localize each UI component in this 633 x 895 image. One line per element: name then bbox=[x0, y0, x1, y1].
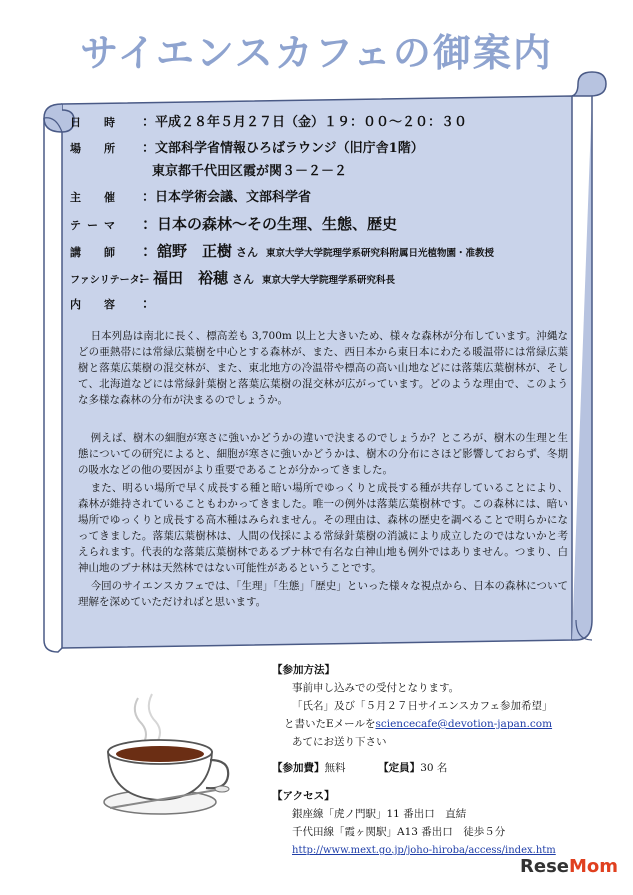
date-value: ：平成２８年５月２７日（金）１９：００～２０：３０ bbox=[142, 115, 468, 130]
page-title: サイエンスカフェの御案内 bbox=[80, 31, 553, 75]
paragraph-2: 例えば、樹木の細胞が寒さに強いかどうかの違いで決まるのでしょうか？ところが、樹木の生理と生態についての研究によると、細胞が寒さに強いかどうかは、樹木の分布にさほど影響しておらず、冬期の吸水などの他の要因がより重要であることが分かってきました。 bbox=[78, 432, 568, 476]
place-address: 東京都千代田区霞が関３－２－２ bbox=[152, 164, 348, 179]
access-line1: 銀座線「虎ノ門駅」11 番出口 直結 bbox=[292, 808, 467, 820]
capacity-label: 【定員】 bbox=[378, 762, 421, 774]
theme-label: テーマ bbox=[70, 219, 121, 232]
facilitator-row bbox=[70, 270, 395, 289]
paragraph-3: また、明るい場所で早く成長する種と暗い場所でゆっくりと成長する種が共存していることにより、森林が維持されていることもわかってきました。唯一の例外は落葉広葉樹林です。この森林には、暗い場所でゆっくりと成長する高木種はみられません。その理由は、森林の歴史を調べることで明らかになってきました。落葉広葉樹林は、人間の伐採による常緑針葉樹の消滅により成立したのではないかと考えられます。代表的な落葉広葉樹林であるブナ林で有名な白神山地も例外ではありません。つまり、白神山地のブナ林は天然林ではない可能性があるということです。 bbox=[78, 482, 568, 574]
facilitator-label: ファシリテーター bbox=[70, 275, 150, 286]
content-colon: ： bbox=[142, 297, 156, 312]
organizer-row bbox=[70, 189, 311, 206]
fee-row bbox=[272, 760, 447, 776]
date-label: 日 時 bbox=[70, 116, 121, 129]
place-label: 場 所 bbox=[70, 142, 121, 155]
content-row bbox=[70, 296, 155, 313]
speaker-name: ：舘野 正樹 bbox=[142, 242, 233, 260]
paragraph-1: 日本列島は南北に長く、標高差も 3,700m 以上と大きいため、様々な森林が分布しています。沖縄などの亜熱帯には常緑広葉樹を中心とする森林が、また、西日本から東日本にわたる暖温帯には常緑広葉樹と落葉広葉樹の混交林が、また、東北地方の冷温帯や標高の高い山地などには落葉広葉樹林が、そして、北海道などには常緑針葉樹と落葉広葉樹の混交林が広がっています。どのような理由で、このような多様な森林の分布が決まるのでしょうか。 bbox=[78, 330, 568, 406]
organizer-value: ：日本学術会議、文部科学省 bbox=[142, 190, 312, 205]
participation-line3: と書いたEメールをsciencecafe@devotion-japan.com bbox=[284, 718, 553, 730]
fee-label: 【参加費】 bbox=[272, 762, 325, 774]
facilitator-honorific: さん bbox=[232, 273, 255, 286]
theme-value: ：日本の森林～その生理、生態、歴史 bbox=[142, 215, 398, 233]
speaker-honorific: さん bbox=[236, 246, 259, 259]
place-value: ：文部科学省情報ひろばラウンジ（旧庁舎1階） bbox=[142, 141, 424, 156]
capacity-value: 30 名 bbox=[420, 762, 448, 774]
participation-line2: 「氏名」及び「５月２７日サイエンスカフェ参加希望」 bbox=[292, 700, 553, 712]
theme-row bbox=[70, 216, 397, 234]
participation-line4: あてにお送り下さい bbox=[292, 736, 387, 748]
content-label: 内 容 bbox=[70, 298, 121, 311]
facilitator-name: ：福田 裕穂 bbox=[138, 269, 229, 287]
speaker-affiliation: 東京大学大学院理学系研究科附属日光植物園・准教授 bbox=[266, 248, 495, 259]
organizer-label: 主 催 bbox=[70, 191, 121, 204]
fee-value: 無料 bbox=[324, 762, 346, 774]
participation-heading: 【参加方法】 bbox=[272, 664, 335, 676]
paragraph-4: 今回のサイエンスカフェでは、「生理」「生態」「歴史」といった様々な視点から、日本の森林について理解を深めていただければと思います。 bbox=[78, 580, 568, 608]
participation-line1: 事前申し込みでの受付となります。 bbox=[292, 682, 460, 694]
coffee-cup-icon bbox=[90, 690, 230, 820]
access-heading: 【アクセス】 bbox=[272, 790, 335, 802]
place-row bbox=[70, 140, 424, 157]
speaker-row bbox=[70, 243, 494, 262]
access-line2: 千代田線「霞ヶ関駅」A13 番出口 徒歩５分 bbox=[292, 826, 506, 838]
speaker-label: 講 師 bbox=[70, 246, 121, 259]
facilitator-affiliation: 東京大学大学院理学系研究科長 bbox=[262, 275, 396, 286]
date-row bbox=[70, 114, 467, 131]
access-url-link[interactable]: http://www.mext.go.jp/joho-hiroba/access/index.htm bbox=[292, 845, 556, 856]
email-link[interactable]: sciencecafe@devotion-japan.com bbox=[375, 718, 553, 730]
resemom-logo: ReseMom bbox=[520, 856, 619, 877]
access-url bbox=[292, 842, 556, 859]
